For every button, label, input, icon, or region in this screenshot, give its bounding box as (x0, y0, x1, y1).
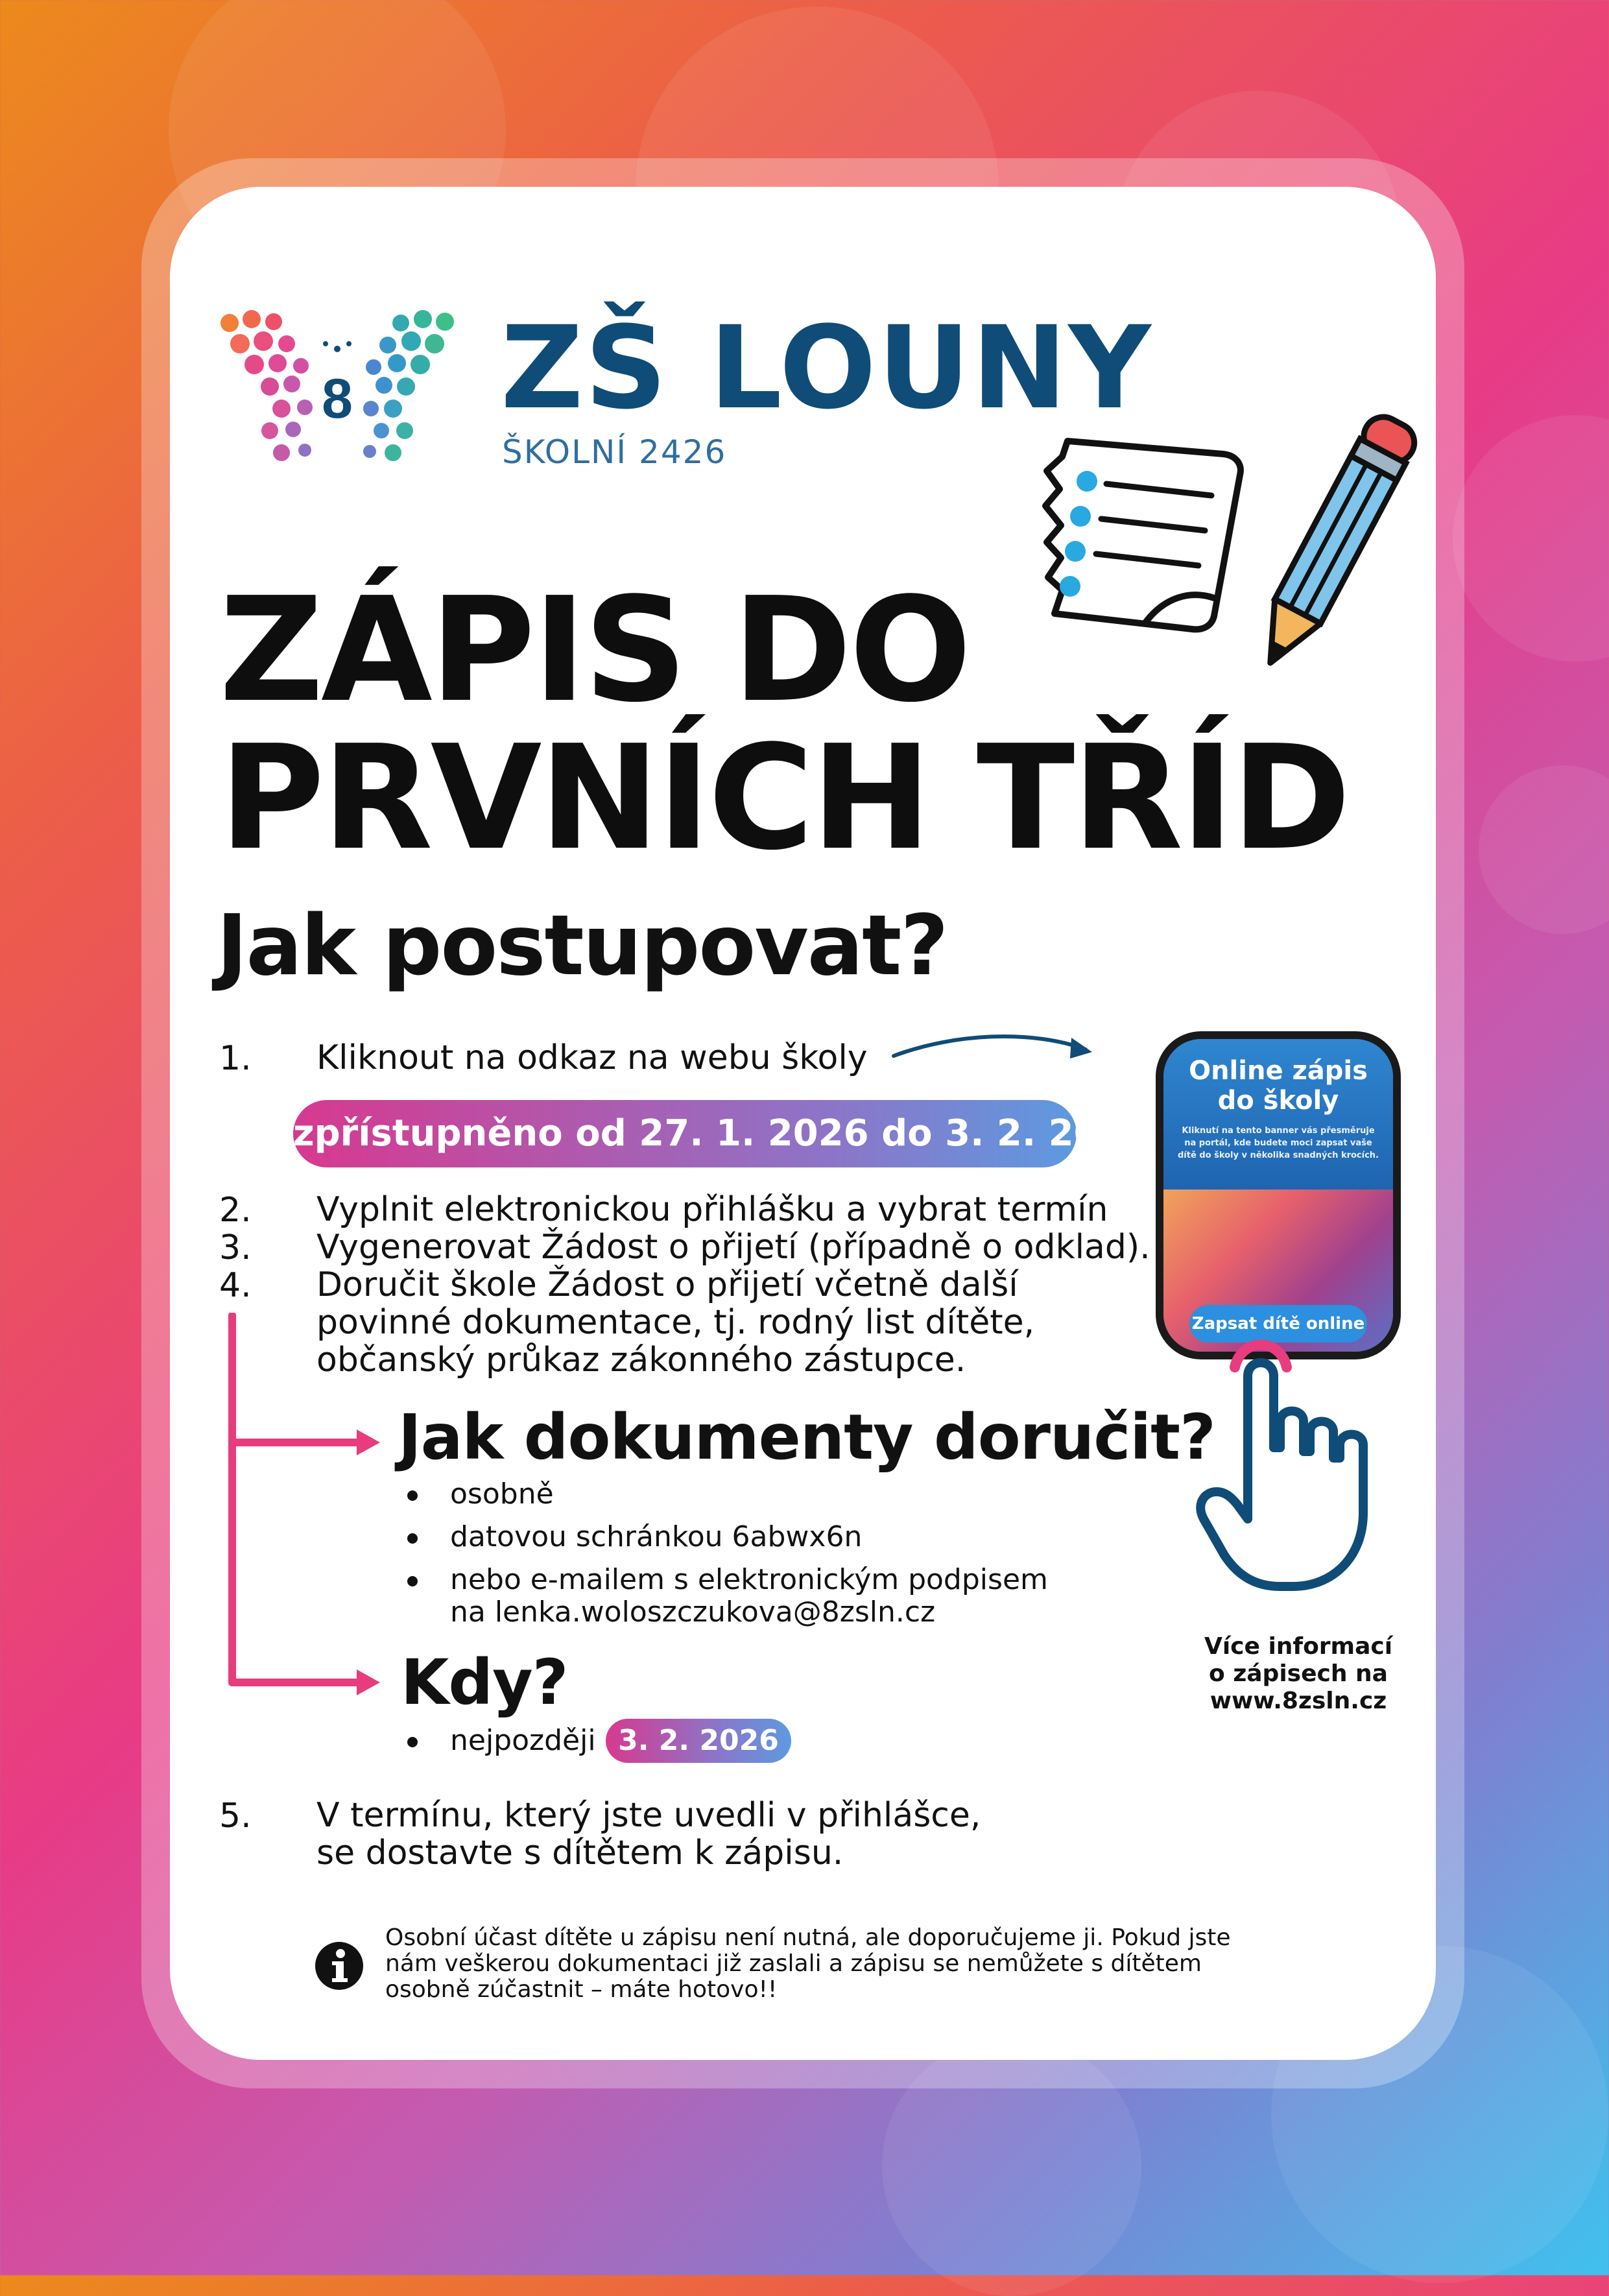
banner-title (1163, 1056, 1393, 1116)
step-text-line: povinné dokumentace, tj. rodný list dítěte, (316, 1303, 1035, 1342)
when-title: Kdy? (401, 1646, 568, 1719)
logo-number: 8 (322, 368, 353, 430)
more-info-line: Více informací (1204, 1633, 1393, 1660)
school-name: ZŠ LOUNY (501, 302, 1152, 435)
headline-line-1: ZÁPIS DO (219, 567, 970, 734)
banner-title-line: Online zápis (1189, 1056, 1368, 1086)
online-enrollment-banner[interactable] (1156, 1031, 1401, 1359)
step-text: Kliknout na odkaz na webu školy (316, 1038, 868, 1077)
bullet-dot (407, 1576, 418, 1586)
subheading: Jak postupovat? (217, 898, 948, 994)
curved-arrow-icon (891, 1023, 1112, 1075)
more-info-note (1156, 1633, 1441, 1715)
info-note-line: Osobní účast dítěte u zápisu není nutná, ale doporučujeme ji. Pokud jste (385, 1924, 1231, 1951)
bullet-dot (407, 1737, 418, 1747)
availability-pill: zpřístupněno od 27. 1. 2026 do 3. 2. 2026 (293, 1100, 1077, 1167)
step-number: 2. (219, 1191, 252, 1230)
step-text-line: občanský průkaz zákonného zástupce. (316, 1341, 966, 1380)
more-info-line: o zápisech na (1209, 1660, 1388, 1687)
info-icon (314, 1941, 364, 1991)
checklist-paper-icon (1029, 428, 1269, 642)
delivery-item: osobně (450, 1477, 554, 1511)
headline-line-2: PRVNÍCH TŘÍD (219, 715, 1349, 882)
delivery-email: na lenka.woloszczukova@8zsln.cz (450, 1596, 936, 1629)
when-label: nejpozději (450, 1724, 596, 1757)
more-info-link[interactable]: www.8zsln.cz (1210, 1688, 1387, 1714)
pencil-icon (1245, 393, 1420, 698)
delivery-item: nebo e-mailem s elektronickým podpisem (450, 1563, 1048, 1596)
delivery-item: datovou schránkou 6abwx6n (450, 1520, 863, 1553)
step-text-line: V termínu, který jste uvedli v přihlášce, (316, 1796, 981, 1835)
bracket-arrow-icon (219, 1313, 388, 1702)
step-number: 1. (219, 1039, 252, 1078)
school-address: ŠKOLNÍ 2426 (502, 433, 727, 471)
step-text-line: se dostavte s dítětem k zápisu. (316, 1834, 844, 1872)
info-note-line: nám veškerou dokumentaci již zaslali a zápisu se nemůžete s dítětem (385, 1950, 1202, 1977)
delivery-title: Jak dokumenty doručit? (398, 1401, 1215, 1474)
banner-description: Kliknutí na tento banner vás přesměruje na portál, kde budete moci zapsat vaše dítě do školy v několika snadných krocích. (1178, 1126, 1379, 1160)
pointing-hand-icon (1196, 1324, 1416, 1597)
butterfly-logo-icon (214, 304, 460, 472)
info-note-line: osobně zúčastnit – máte hotovo!! (385, 1976, 778, 2003)
bullet-dot (407, 1533, 418, 1544)
background-bubble (1453, 415, 1609, 662)
background-bubble (1479, 765, 1609, 934)
step-text-line: Doručit škole Žádost o přijetí včetně další (316, 1265, 1018, 1304)
banner-screen (1163, 1039, 1393, 1352)
enroll-online-button[interactable]: Zapsat dítě online (1189, 1305, 1367, 1343)
deadline-pill: 3. 2. 2026 (606, 1719, 791, 1763)
banner-title-line: do školy (1217, 1086, 1339, 1116)
step-number: 3. (219, 1228, 252, 1267)
info-note (385, 1925, 1231, 2003)
bullet-dot (407, 1490, 418, 1501)
step-number: 4. (219, 1266, 252, 1305)
step-text: Vyplnit elektronickou přihlášku a vybrat termín (316, 1190, 1108, 1229)
step-text: Vygenerovat Žádost o přijetí (případně o odklad). (316, 1228, 1150, 1267)
step-number: 5. (219, 1797, 252, 1836)
